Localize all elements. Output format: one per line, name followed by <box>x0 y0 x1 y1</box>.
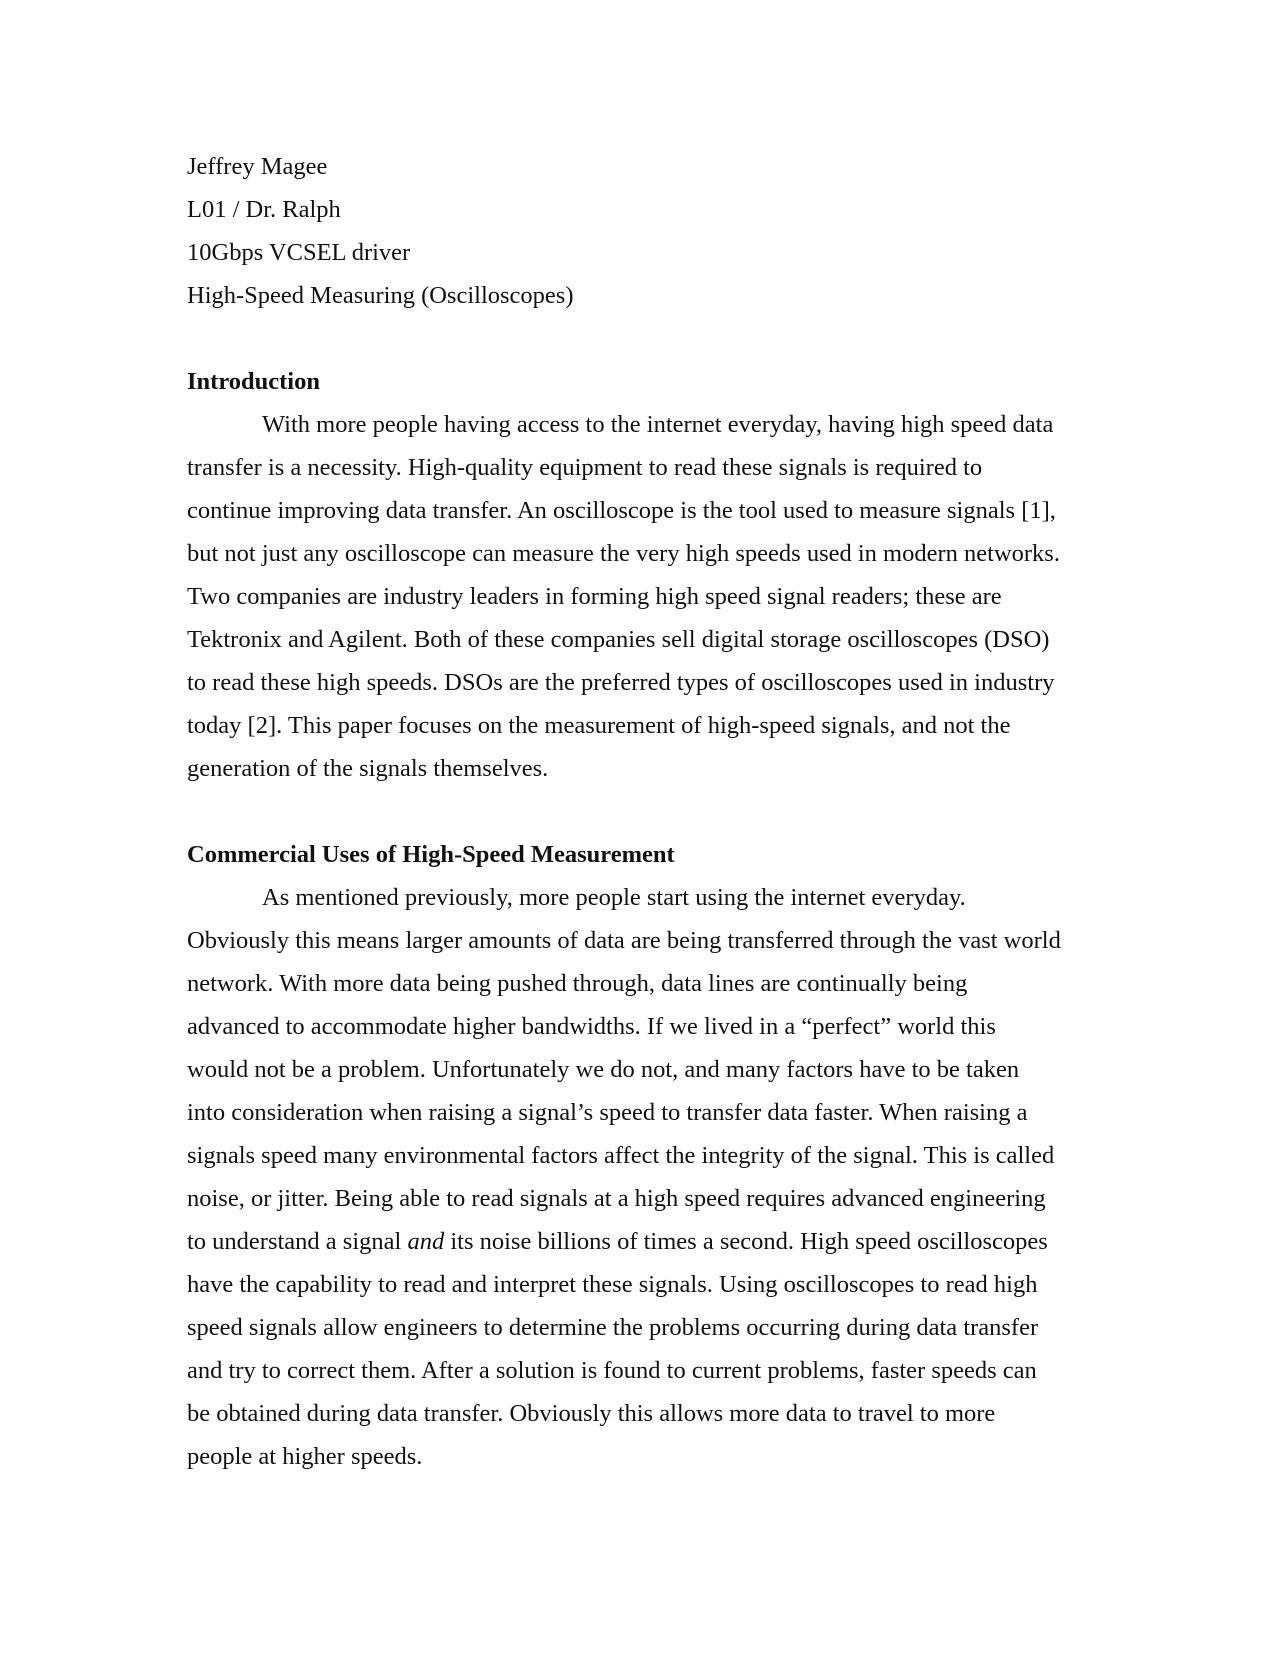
paragraph-line: would not be a problem. Unfortunately we do not, and many factors have to be taken <box>187 1056 1020 1083</box>
paragraph-line: Tektronix and Agilent. Both of these companies sell digital storage oscilloscopes (DSO) <box>187 626 1050 653</box>
paragraph-line: be obtained during data transfer. Obviously this allows more data to travel to more <box>187 1400 996 1427</box>
author-name: Jeffrey Magee <box>187 153 328 180</box>
paper-topic: High-Speed Measuring (Oscilloscopes) <box>187 282 574 309</box>
document-page <box>187 145 1087 1478</box>
paragraph-line <box>187 1220 1087 1263</box>
paragraph-line: and try to correct them. After a solution is found to current problems, faster speeds can <box>187 1357 1037 1384</box>
commercial-uses-section <box>187 833 1087 1478</box>
paragraph-line: today [2]. This paper focuses on the measurement of high-speed signals, and not the <box>187 712 1011 739</box>
paragraph-line: but not just any oscilloscope can measure the very high speeds used in modern networks. <box>187 540 1060 567</box>
paragraph-line: advanced to accommodate higher bandwidths. If we lived in a “perfect” world this <box>187 1013 996 1040</box>
introduction-heading: Introduction <box>187 368 320 395</box>
project-title: 10Gbps VCSEL driver <box>187 239 411 266</box>
paragraph-line: As mentioned previously, more people start using the internet everyday. <box>262 884 966 911</box>
introduction-section <box>187 360 1087 790</box>
document-header <box>187 145 1087 317</box>
paragraph-line: network. With more data being pushed through, data lines are continually being <box>187 970 968 997</box>
paragraph-line: people at higher speeds. <box>187 1443 423 1470</box>
paragraph-line: continue improving data transfer. An oscilloscope is the tool used to measure signals [1], <box>187 497 1056 524</box>
paragraph-line: generation of the signals themselves. <box>187 755 549 782</box>
paragraph-line: Two companies are industry leaders in forming high speed signal readers; these are <box>187 583 1002 610</box>
paragraph-line: speed signals allow engineers to determine the problems occurring during data transfer <box>187 1314 1039 1341</box>
line-text: to understand a signal <box>187 1228 408 1255</box>
paragraph-line: into consideration when raising a signal’s speed to transfer data faster. When raising a <box>187 1099 1028 1126</box>
commercial-uses-heading: Commercial Uses of High-Speed Measurement <box>187 841 675 868</box>
spacer <box>187 790 1087 833</box>
course-section: L01 / Dr. Ralph <box>187 196 341 223</box>
paragraph-line: transfer is a necessity. High-quality equipment to read these signals is required to <box>187 454 983 481</box>
paragraph-line: noise, or jitter. Being able to read signals at a high speed requires advanced engineering <box>187 1185 1046 1212</box>
paragraph-line: to read these high speeds. DSOs are the preferred types of oscilloscopes used in industry <box>187 669 1055 696</box>
emphasized-word: and <box>407 1228 445 1255</box>
spacer <box>187 317 1087 360</box>
paragraph-line: Obviously this means larger amounts of data are being transferred through the vast world <box>187 927 1061 954</box>
paragraph-line: With more people having access to the internet everyday, having high speed data <box>262 411 1054 438</box>
line-text: its noise billions of times a second. High speed oscilloscopes <box>444 1228 1048 1255</box>
paragraph-line: signals speed many environmental factors affect the integrity of the signal. This is called <box>187 1142 1055 1169</box>
paragraph-line: have the capability to read and interpret these signals. Using oscilloscopes to read high <box>187 1271 1038 1298</box>
